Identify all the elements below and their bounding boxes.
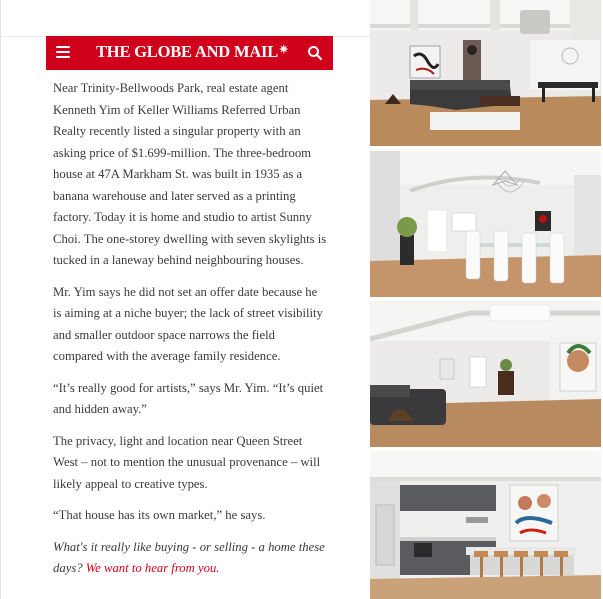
article-paragraph: Mr. Yim says he did not set an offer date because he is aiming at a niche buyer; the lack of street visibility and smaller outdoor space narrows the field compared with the average family residence.: [53, 284, 323, 363]
article-body: [53, 78, 328, 590]
article-paragraph: Near Trinity-Bellwoods Park, real estate agent Kenneth Yim of Keller Williams Referred Urban Realty recently listed a singular property with an asking price of $1.699-million. The three-bedroom house at 47A Markham St. was built in 1935 as a banana warehouse and later served as a printing factory. Today it is home and studio to artist Sunny Choi. The one-storey dwelling with seven skylights is tucked in a laneway behind neighbouring houses.: [53, 81, 327, 267]
callout-question: What's it really like buying - or selling - a home these days?: [53, 539, 325, 575]
feedback-link[interactable]: We want to hear from you.: [85, 561, 220, 575]
logo-text: THE GLOBE AND MAIL: [96, 42, 279, 61]
article-paragraph: “That house has its own market,” he says.: [53, 508, 266, 522]
hamburger-menu-icon[interactable]: [56, 46, 70, 58]
lounge-area-photo[interactable]: [370, 301, 601, 449]
article-paragraph: “It’s really good for artists,” says Mr. Yim. “It’s quiet and hidden away.”: [53, 380, 324, 416]
living-room-photo[interactable]: [370, 0, 601, 148]
site-logo[interactable]: [96, 42, 288, 62]
kitchen-photo[interactable]: [370, 451, 601, 599]
article-paragraph: The privacy, light and location near Queen Street West – not to mention the unusual provenance – will likely appeal to creative types.: [53, 433, 321, 491]
masthead-bar: [46, 36, 333, 70]
dining-room-photo[interactable]: [370, 151, 601, 299]
reader-callout: [53, 537, 328, 580]
maple-leaf-icon: ✷: [279, 44, 289, 56]
search-icon[interactable]: [307, 45, 323, 61]
photo-gallery: [370, 0, 603, 599]
